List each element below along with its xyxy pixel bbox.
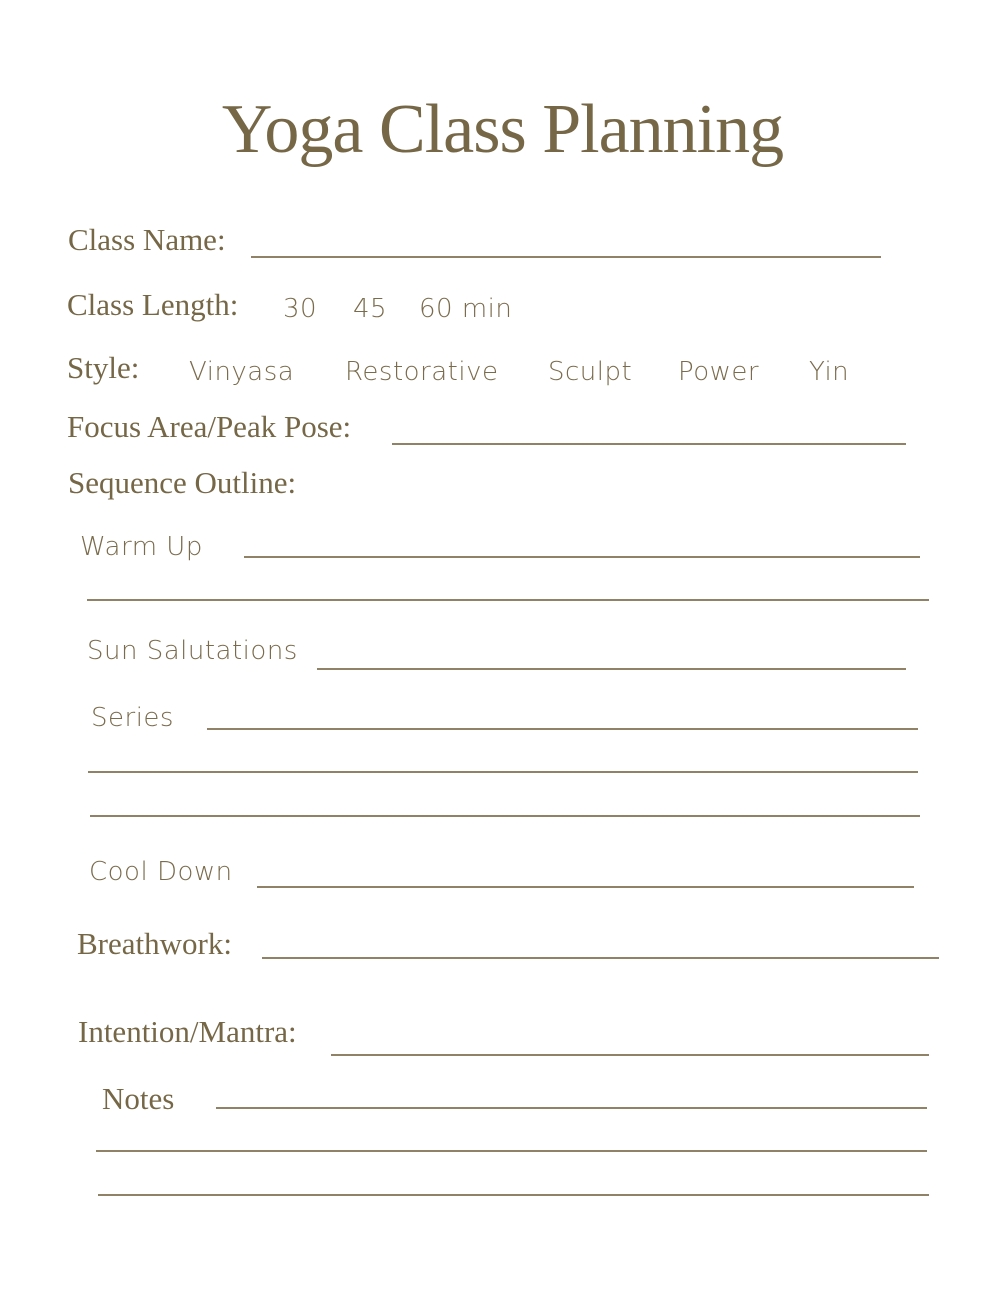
length-option-45[interactable]: 45	[353, 294, 388, 324]
notes-field-1[interactable]	[216, 1107, 927, 1109]
focus-field[interactable]	[392, 443, 906, 445]
sun-salutations-label: Sun Salutations	[87, 636, 298, 666]
length-option-30[interactable]: 30	[283, 294, 318, 324]
series-field-2[interactable]	[88, 771, 918, 773]
class-length-label: Class Length:	[67, 287, 239, 322]
series-field-3[interactable]	[90, 815, 920, 817]
page-title: Yoga Class Planning	[221, 91, 784, 168]
series-field-1[interactable]	[207, 728, 918, 730]
notes-field-3[interactable]	[98, 1194, 929, 1196]
warm-up-field-2[interactable]	[87, 599, 929, 601]
breathwork-label: Breathwork:	[77, 926, 232, 961]
style-option-restorative[interactable]: Restorative	[345, 357, 499, 387]
cool-down-field[interactable]	[257, 886, 914, 888]
cool-down-label: Cool Down	[89, 857, 233, 887]
warm-up-field-1[interactable]	[244, 556, 920, 558]
style-option-yin[interactable]: Yin	[809, 357, 850, 387]
style-option-vinyasa[interactable]: Vinyasa	[189, 357, 295, 387]
breathwork-field[interactable]	[262, 957, 939, 959]
style-option-power[interactable]: Power	[678, 357, 760, 387]
notes-field-2[interactable]	[96, 1150, 927, 1152]
focus-label: Focus Area/Peak Pose:	[67, 409, 352, 444]
class-name-field[interactable]	[251, 256, 881, 258]
warm-up-label: Warm Up	[80, 532, 203, 562]
intention-label: Intention/Mantra:	[78, 1014, 297, 1049]
style-option-sculpt[interactable]: Sculpt	[548, 357, 633, 387]
sun-salutations-field[interactable]	[317, 668, 906, 670]
series-label: Series	[91, 703, 174, 733]
intention-field[interactable]	[331, 1054, 929, 1056]
sequence-outline-heading: Sequence Outline:	[68, 465, 297, 500]
class-name-label: Class Name:	[68, 222, 226, 257]
style-label: Style:	[67, 350, 140, 385]
notes-label: Notes	[102, 1081, 175, 1116]
length-option-60[interactable]: 60 min	[419, 294, 513, 324]
